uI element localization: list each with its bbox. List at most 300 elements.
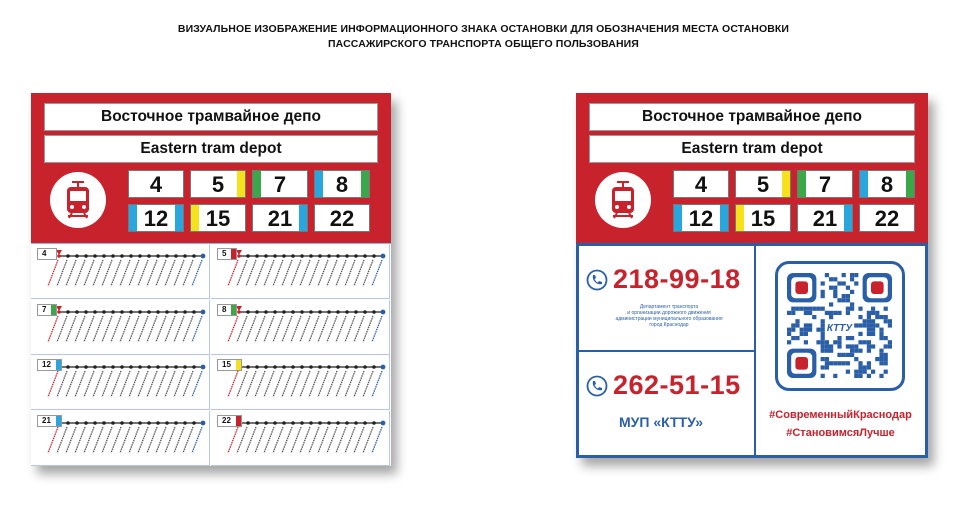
stop-label-placeholder <box>309 427 319 453</box>
stop-dot <box>282 310 286 314</box>
stop-dot <box>84 365 88 369</box>
stop-dot <box>327 365 331 369</box>
stop-dot <box>183 421 187 425</box>
stop-name-ru: Восточное трамвайное депо <box>44 103 378 131</box>
route-badge-5 <box>190 170 246 198</box>
stop-label-placeholder <box>309 260 319 286</box>
route-color-bar <box>129 205 137 231</box>
stop-label-placeholder <box>48 371 58 397</box>
stop-dot <box>363 365 367 369</box>
stop-label-placeholder <box>192 260 202 286</box>
route-badge-21 <box>252 204 308 232</box>
route-tag-color <box>236 360 241 370</box>
stop-label-placeholder <box>183 316 193 342</box>
stop-dot <box>165 254 169 258</box>
stop-label-placeholder <box>318 316 328 342</box>
stop-dot <box>57 254 61 258</box>
stop-dot <box>102 365 106 369</box>
stop-dot <box>183 254 187 258</box>
qr-logo: КТТУ <box>826 322 853 334</box>
route-number: 8 <box>880 172 894 197</box>
stop-dot <box>264 421 268 425</box>
stop-dot <box>354 254 358 258</box>
stop-label-placeholder <box>273 260 283 286</box>
stop-label-placeholder <box>165 260 175 286</box>
route-number: 12 <box>143 206 169 231</box>
stop-dot <box>309 254 313 258</box>
stop-label-placeholder <box>147 260 157 286</box>
stop-dot <box>237 254 241 258</box>
stop-label-placeholder <box>111 260 121 286</box>
stop-label-placeholder <box>138 316 148 342</box>
stop-label-placeholder <box>84 427 94 453</box>
stop-label-placeholder <box>246 316 256 342</box>
route-number: 15 <box>205 206 231 231</box>
stop-label-placeholder <box>264 371 274 397</box>
route-badge-8 <box>314 170 370 198</box>
stop-dot <box>129 254 133 258</box>
stop-dot <box>192 421 196 425</box>
stop-sign-back <box>576 93 928 458</box>
qr-code[interactable] <box>775 261 905 391</box>
stop-label-placeholder <box>84 260 94 286</box>
route-badge-4 <box>128 170 184 198</box>
stop-dot <box>129 310 133 314</box>
stop-dot <box>174 421 178 425</box>
route-tag-color <box>231 305 236 315</box>
stop-dot <box>75 310 79 314</box>
stop-dot <box>183 310 187 314</box>
stop-label-placeholder <box>165 371 175 397</box>
stop-dot <box>111 365 115 369</box>
stop-dot <box>363 421 367 425</box>
route-schedule-8 <box>211 300 390 355</box>
stop-label-placeholder <box>309 316 319 342</box>
sign-header <box>576 93 928 243</box>
stop-dot <box>120 421 124 425</box>
stop-dot <box>93 254 97 258</box>
stop-dot <box>129 421 133 425</box>
stop-dot <box>336 421 340 425</box>
stop-dot <box>102 421 106 425</box>
stop-label-placeholder <box>102 427 112 453</box>
stop-label-placeholder <box>102 371 112 397</box>
stop-label-placeholder <box>372 260 382 286</box>
stop-dot <box>372 254 376 258</box>
route-line-diagram <box>31 244 210 299</box>
route-number: 15 <box>750 206 776 231</box>
stop-dot <box>93 421 97 425</box>
route-tag-number: 22 <box>222 415 231 425</box>
route-tag-color <box>56 416 61 426</box>
stop-label-placeholder <box>93 427 103 453</box>
stop-label-placeholder <box>120 427 130 453</box>
route-tag <box>217 248 237 260</box>
stop-label-placeholder <box>327 316 337 342</box>
route-tag-color <box>56 360 61 370</box>
route-schedule-4 <box>31 244 210 299</box>
stop-label-placeholder <box>93 371 103 397</box>
route-schedule-21 <box>31 411 210 466</box>
route-badge-12 <box>128 204 184 232</box>
stop-label-placeholder <box>183 427 193 453</box>
stop-label-placeholder <box>75 427 85 453</box>
stop-sign-front <box>31 93 391 466</box>
stop-dot <box>165 310 169 314</box>
stop-label-placeholder <box>336 260 346 286</box>
stop-label-placeholder <box>156 427 166 453</box>
stop-dot <box>264 365 268 369</box>
stop-label-placeholder <box>174 371 184 397</box>
stop-dot <box>363 310 367 314</box>
stop-label-placeholder <box>282 371 292 397</box>
stop-name-en: Eastern tram depot <box>589 135 915 163</box>
route-line-diagram <box>211 300 390 355</box>
stop-dot <box>138 254 142 258</box>
stop-label-placeholder <box>102 260 112 286</box>
tram-icon <box>595 172 651 228</box>
stop-dot <box>174 310 178 314</box>
route-badge-4 <box>673 170 729 198</box>
stop-label-placeholder <box>129 371 139 397</box>
stop-dot <box>309 365 313 369</box>
stop-dot <box>147 254 151 258</box>
stop-dot <box>201 365 206 370</box>
stop-label-placeholder <box>336 371 346 397</box>
stop-label-placeholder <box>345 371 355 397</box>
stop-dot <box>300 365 304 369</box>
route-tag-number: 21 <box>42 415 51 425</box>
route-color-bar <box>299 205 307 231</box>
stop-label-placeholder <box>246 427 256 453</box>
stop-dot <box>246 310 250 314</box>
stop-label-placeholder <box>147 427 157 453</box>
stop-label-placeholder <box>246 371 256 397</box>
stop-label-placeholder <box>273 371 283 397</box>
stop-label-placeholder <box>57 427 67 453</box>
stop-dot <box>255 421 259 425</box>
stop-label-placeholder <box>48 260 58 286</box>
stop-dot <box>381 309 386 314</box>
stop-dot <box>66 254 70 258</box>
stop-dot <box>354 421 358 425</box>
route-number: 8 <box>335 172 349 197</box>
stop-label-placeholder <box>111 427 121 453</box>
route-color-bar <box>720 205 728 231</box>
stop-dot <box>381 254 386 259</box>
stop-label-placeholder <box>255 316 265 342</box>
stop-label-placeholder <box>228 371 238 397</box>
stop-label-placeholder <box>282 316 292 342</box>
stop-dot <box>381 420 386 425</box>
stop-dot <box>84 421 88 425</box>
stop-label-placeholder <box>192 316 202 342</box>
route-number: 21 <box>267 206 293 231</box>
route-grid <box>673 170 919 234</box>
route-schedule-12 <box>31 355 210 410</box>
stop-label-placeholder <box>246 260 256 286</box>
stop-dot <box>273 254 277 258</box>
stop-dot <box>147 310 151 314</box>
route-badge-22 <box>859 204 915 232</box>
stop-label-placeholder <box>192 427 202 453</box>
stop-label-placeholder <box>345 316 355 342</box>
stop-dot <box>165 365 169 369</box>
route-badge-7 <box>797 170 853 198</box>
stop-label-placeholder <box>264 260 274 286</box>
stop-dot <box>120 254 124 258</box>
stop-dot <box>111 254 115 258</box>
stop-label-placeholder <box>300 260 310 286</box>
stop-dot <box>66 365 70 369</box>
stop-label-placeholder <box>48 427 58 453</box>
stop-label-placeholder <box>165 316 175 342</box>
route-number: 7 <box>273 172 287 197</box>
route-number: 22 <box>874 206 900 231</box>
stop-label-placeholder <box>300 316 310 342</box>
stop-dot <box>318 421 322 425</box>
route-badge-8 <box>859 170 915 198</box>
route-tag-number: 8 <box>222 304 227 314</box>
org-name: МУП «КТТУ» <box>619 414 704 430</box>
stop-label-placeholder <box>273 427 283 453</box>
stop-label-placeholder <box>237 371 247 397</box>
stop-label-placeholder <box>228 260 238 286</box>
stop-dot <box>201 254 206 259</box>
stop-label-placeholder <box>318 260 328 286</box>
stop-dot <box>120 310 124 314</box>
stop-dot <box>111 310 115 314</box>
stop-label-placeholder <box>66 316 76 342</box>
stop-dot <box>336 310 340 314</box>
dept-line-3: администрации муниципального образования <box>615 316 723 322</box>
route-tag-color <box>231 249 236 259</box>
stop-dot <box>318 365 322 369</box>
stop-dot <box>300 421 304 425</box>
phone-number-2: 262-51-15 <box>613 370 741 400</box>
stop-label-placeholder <box>129 260 139 286</box>
stop-label-placeholder <box>291 316 301 342</box>
stop-dot <box>336 365 340 369</box>
route-color-bar <box>906 171 914 197</box>
route-tag-number: 5 <box>222 249 227 258</box>
tram-icon <box>50 172 106 228</box>
stop-label-placeholder <box>282 260 292 286</box>
route-number: 5 <box>756 172 770 197</box>
stop-label-placeholder <box>237 260 247 286</box>
stop-dot <box>138 365 142 369</box>
route-tag-number: 4 <box>42 249 47 258</box>
stop-label-placeholder <box>291 371 301 397</box>
stop-label-placeholder <box>120 316 130 342</box>
stop-dot <box>291 310 295 314</box>
stop-dot <box>57 310 61 314</box>
stop-dot <box>156 421 160 425</box>
route-badge-15 <box>190 204 246 232</box>
route-tag <box>217 415 242 427</box>
stop-label-placeholder <box>138 371 148 397</box>
stop-dot <box>255 310 259 314</box>
stop-dot <box>291 421 295 425</box>
stop-label-placeholder <box>354 316 364 342</box>
stop-dot <box>255 365 259 369</box>
phone-icon <box>586 375 608 397</box>
stop-dot <box>147 365 151 369</box>
route-tag <box>217 304 237 316</box>
stop-name-ru: Восточное трамвайное депо <box>589 103 915 131</box>
stop-label-placeholder <box>174 260 184 286</box>
stop-dot <box>327 254 331 258</box>
dept-line-4: город Краснодар <box>649 322 689 328</box>
stop-label-placeholder <box>282 427 292 453</box>
contact-cell-org <box>578 351 755 456</box>
stop-label-placeholder <box>336 316 346 342</box>
route-badge-15 <box>735 204 791 232</box>
stop-label-placeholder <box>183 260 193 286</box>
stop-label-placeholder <box>111 371 121 397</box>
stop-dot <box>120 365 124 369</box>
hashtag-2: #СтановимсяЛучше <box>786 427 895 439</box>
stop-label-placeholder <box>363 427 373 453</box>
stop-label-placeholder <box>147 371 157 397</box>
route-tag-color <box>51 249 56 259</box>
stop-label-placeholder <box>300 427 310 453</box>
stop-label-placeholder <box>156 316 166 342</box>
stop-dot <box>354 310 358 314</box>
stop-label-placeholder <box>237 316 247 342</box>
stop-dot <box>165 421 169 425</box>
stop-label-placeholder <box>66 371 76 397</box>
stop-dot <box>156 365 160 369</box>
stop-label-placeholder <box>291 260 301 286</box>
stop-label-placeholder <box>138 427 148 453</box>
dept-line-2: и организации дорожного движения <box>627 310 711 316</box>
route-color-bar <box>844 205 852 231</box>
stop-label-placeholder <box>75 316 85 342</box>
stop-label-placeholder <box>138 260 148 286</box>
stop-label-placeholder <box>318 371 328 397</box>
phone-number-1: 218-99-18 <box>613 264 741 294</box>
stop-label-placeholder <box>165 427 175 453</box>
stop-label-placeholder <box>336 427 346 453</box>
route-color-bar <box>798 171 806 197</box>
route-color-bar <box>253 171 261 197</box>
route-tag-number: 12 <box>42 360 51 369</box>
stop-label-placeholder <box>156 260 166 286</box>
stop-dot <box>327 310 331 314</box>
stop-dot <box>84 254 88 258</box>
stop-dot <box>300 310 304 314</box>
stop-label-placeholder <box>57 260 67 286</box>
stop-dot <box>138 421 142 425</box>
stop-dot <box>237 310 241 314</box>
route-grid <box>128 170 374 234</box>
stop-dot <box>282 254 286 258</box>
stop-label-placeholder <box>345 427 355 453</box>
stop-label-placeholder <box>57 316 67 342</box>
stop-label-placeholder <box>174 427 184 453</box>
stop-dot <box>345 310 349 314</box>
stop-label-placeholder <box>183 371 193 397</box>
stop-label-placeholder <box>192 371 202 397</box>
stop-label-placeholder <box>255 371 265 397</box>
stop-dot <box>156 310 160 314</box>
stop-label-placeholder <box>354 371 364 397</box>
stop-dot <box>75 254 79 258</box>
stop-dot <box>102 254 106 258</box>
route-schedule-5 <box>211 244 390 299</box>
stop-dot <box>273 365 277 369</box>
stop-label-placeholder <box>363 316 373 342</box>
route-number: 4 <box>694 172 708 197</box>
stop-label-placeholder <box>129 427 139 453</box>
stop-dot <box>246 254 250 258</box>
stop-label-placeholder <box>102 316 112 342</box>
route-tag <box>217 359 242 371</box>
stop-label-placeholder <box>48 316 58 342</box>
route-tag <box>37 248 57 260</box>
route-tag-color <box>51 305 56 315</box>
caption-line-1: ВИЗУАЛЬНОЕ ИЗОБРАЖЕНИЕ ИНФОРМАЦИОННОГО ЗНАКА ОСТАНОВКИ ДЛЯ ОБОЗНАЧЕНИЯ МЕСТА ОСТАНОВКИ <box>177 23 790 35</box>
route-tag-number: 15 <box>222 360 231 369</box>
route-color-bar <box>782 171 790 197</box>
stop-dot <box>102 310 106 314</box>
stop-dot <box>192 254 196 258</box>
stop-dot <box>255 254 259 258</box>
stop-label-placeholder <box>93 260 103 286</box>
stop-dot <box>273 421 277 425</box>
stop-dot <box>273 310 277 314</box>
stop-dot <box>381 365 386 370</box>
stop-dot <box>246 421 250 425</box>
route-color-bar <box>191 205 199 231</box>
hashtag-1: #СовременныйКраснодар <box>769 409 912 421</box>
stop-dot <box>363 254 367 258</box>
stop-label-placeholder <box>111 316 121 342</box>
route-tag <box>37 359 62 371</box>
stop-label-placeholder <box>372 371 382 397</box>
stop-label-placeholder <box>75 260 85 286</box>
route-badge-7 <box>252 170 308 198</box>
stop-label-placeholder <box>327 260 337 286</box>
stop-label-placeholder <box>228 316 238 342</box>
stop-dot <box>183 365 187 369</box>
route-tag <box>37 304 57 316</box>
stop-label-placeholder <box>345 260 355 286</box>
stop-label-placeholder <box>237 427 247 453</box>
stop-dot <box>75 421 79 425</box>
route-schedule-15 <box>211 355 390 410</box>
route-color-bar <box>315 171 323 197</box>
route-tag-color <box>236 416 241 426</box>
caption-line-2: ПАССАЖИРСКОГО ТРАНСПОРТА ОБЩЕГО ПОЛЬЗОВАНИЯ <box>328 38 639 50</box>
route-number: 5 <box>211 172 225 197</box>
stop-dot <box>192 310 196 314</box>
stop-label-placeholder <box>66 427 76 453</box>
stop-dot <box>354 365 358 369</box>
stop-dot <box>66 310 70 314</box>
route-number: 21 <box>812 206 838 231</box>
phone-icon <box>586 269 608 291</box>
stop-label-placeholder <box>66 260 76 286</box>
route-number: 12 <box>688 206 714 231</box>
stop-dot <box>372 365 376 369</box>
stop-dot <box>246 365 250 369</box>
stop-dot <box>201 309 206 314</box>
stop-dot <box>372 310 376 314</box>
stop-label-placeholder <box>354 260 364 286</box>
stop-label-placeholder <box>273 316 283 342</box>
